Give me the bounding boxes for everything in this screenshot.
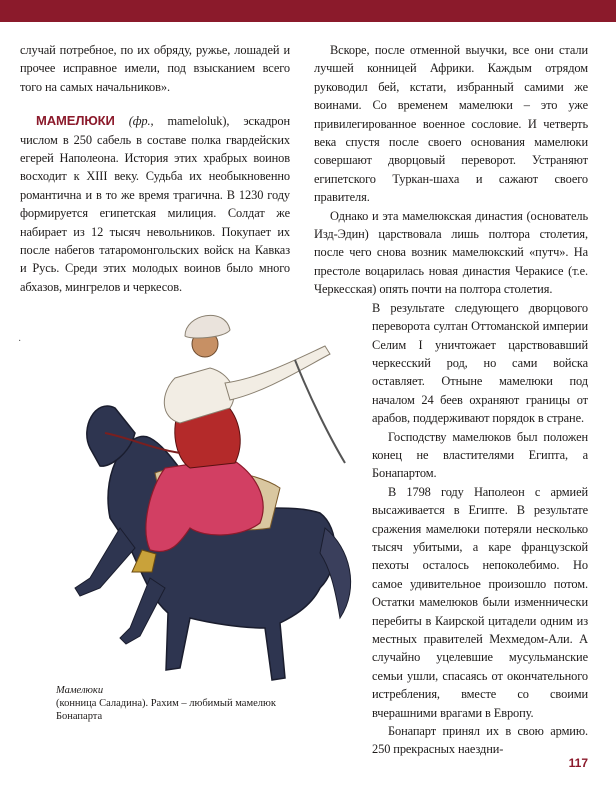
paragraph: Однако и эта мамелюкская династия (основатель Изд-Эдин) царствовала лишь полтора столетия, после чего снова возник мамелюкский «путч». На престоле воцарилась новая династия Черакисе (т.е. Черкесская) опять почти на полтора столетия. bbox=[314, 208, 588, 297]
paragraph: Бонапарт принял их в свою армию. 250 прекрасных наездни- bbox=[372, 724, 588, 757]
paragraph: В результате следующего дворцового переворота султан Оттоманской империи Селим I уничтожает царствовавший черкесский род, но сами войска оставляет. Отныне мамелюки под началом 24 беев охраняют границы от арабов, поддерживают порядок в стране. bbox=[372, 300, 588, 426]
caption-title: Мамелюки bbox=[56, 685, 104, 696]
rider-turban bbox=[185, 315, 230, 338]
paragraph: Господству мамелюков был положен конец не властителями Египта, а Бонапартом. bbox=[372, 429, 588, 481]
paragraph: случай потребное, по их обряду, ружье, лошадей и прочее исправное имели, под взысканием всего того на самых начальников». bbox=[20, 43, 290, 94]
mamluk-entry bbox=[20, 112, 290, 296]
entry-heading: МАМЕЛЮКИ bbox=[36, 113, 115, 129]
page-header-bar bbox=[0, 0, 616, 22]
horse-front-leg bbox=[75, 528, 135, 596]
paragraph: В 1798 году Наполеон с армией высаживается в Египте. В результате сражения мамелюки потеряли несколько тысяч убитыми, а каре французской пехоты осталось непоколебимо. Но самое удивительное произошло потом. Остатки мамелюков были изменнически перебиты в Каирской цитадели одним из местных правителей Мехмедом-Али. А случайно уцелевшие мусульманские семьи ушли, спасаясь от окончательного истребления, вместе со своими вчерашними врагами в Европу. bbox=[372, 484, 588, 720]
margin-mark: · bbox=[18, 336, 22, 347]
horse-front-leg bbox=[120, 578, 165, 644]
sword bbox=[295, 360, 345, 463]
illustration-caption bbox=[56, 684, 296, 723]
mamluk-illustration bbox=[40, 288, 370, 708]
page-number: 117 bbox=[568, 756, 588, 770]
paragraph: Вскоре, после отменной выучки, все они стали лучшей конницей Африки. Каждым отрядом руководил бей, кстати, избранный самими же воинами. Со временем мамелюки – это уже привилегированное военное сословие. И четверть века спустя после своего основания мамелюки совершают дворцовый переворот. Устраняют египетского Туркан-шаха и сажают своего правителя. bbox=[314, 43, 588, 205]
left-column bbox=[20, 41, 290, 296]
entry-text: эскадрон числом в 250 сабель в составе полка гвардейских егерей Наполеона. История этих храбрых воинов восходит к XIII веку. Судьба их необыкновенно романтична и в то же время трагична. В 1230 году формируется египетская милиция. Солдат же набирает из 12 тысяч невольников. Покупает их после набегов татаромонгольских войск на Кавказ и Русь. Среди этих молодых воинов было много абхазов, мингрелов и черкесов. bbox=[20, 114, 291, 294]
caption-text: (конница Саладина). Рахим – любимый мамелюк Бонапарта bbox=[56, 698, 276, 722]
rider-arm bbox=[225, 346, 330, 400]
entry-lang: (фр., bbox=[128, 114, 154, 129]
entry-original: mameloluk), bbox=[167, 114, 230, 129]
